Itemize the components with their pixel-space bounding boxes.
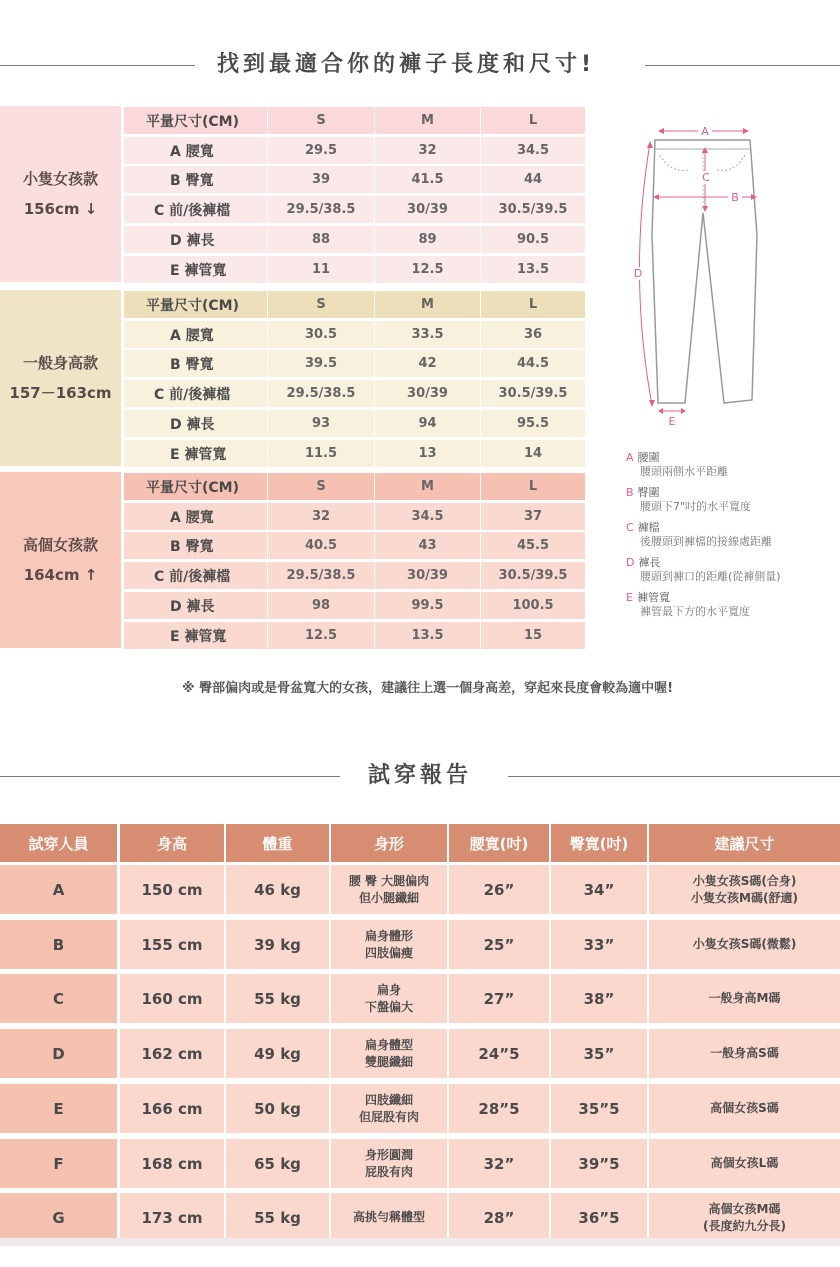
measure-label: A 腰寬 — [124, 321, 267, 348]
fit-note: ※ 臀部偏肉或是骨盆寬大的女孩，建議往上選一個身高差，穿起來長度會較為適中喔! — [181, 681, 674, 696]
measure-label: A 腰寬 — [124, 137, 267, 164]
header-size: S — [268, 291, 374, 318]
report-cell-waist: 28” — [449, 1193, 549, 1242]
report-cell-person: B — [0, 920, 117, 969]
report-header: 體重 — [226, 824, 329, 862]
diagram-label-e: E — [668, 415, 676, 428]
report-cell-line: 小隻女孩S碼(微鬆) — [692, 937, 797, 951]
measure-value: 29.5/38.5 — [268, 196, 374, 223]
measure-value: 30.5/39.5 — [481, 196, 585, 223]
legend-desc: 褲管最下方的水平寬度 — [640, 605, 750, 618]
report-cell-hip: 38” — [551, 974, 647, 1023]
report-title: 試穿報告 — [368, 763, 473, 788]
measure-value: 36 — [481, 321, 585, 348]
report-cell-person: E — [0, 1084, 117, 1133]
measure-value: 11 — [268, 256, 374, 283]
diagram-label-b: B — [731, 191, 739, 204]
measure-value: 29.5 — [268, 137, 374, 164]
report-cell-shape — [331, 1139, 447, 1188]
measure-label: C 前/後褲檔 — [124, 380, 267, 407]
measure-label: B 臀寬 — [124, 350, 267, 377]
measure-label: E 褲管寬 — [124, 256, 267, 283]
legend-key: E — [626, 591, 633, 604]
legend-key: C — [626, 521, 634, 534]
legend-key: D — [626, 556, 635, 569]
legend-item — [626, 451, 836, 479]
report-cell-shape — [331, 865, 447, 914]
measure-value: 44.5 — [481, 350, 585, 377]
measure-value: 88 — [268, 226, 374, 253]
header-size: M — [375, 473, 480, 500]
group-label — [0, 106, 121, 282]
report-cell-suggest — [649, 865, 840, 914]
report-cell-shape — [331, 920, 447, 969]
measure-label: E 褲管寬 — [124, 440, 267, 467]
measure-value: 33.5 — [375, 321, 480, 348]
report-cell-height: 162 cm — [120, 1029, 224, 1078]
measure-label: D 褲長 — [124, 592, 267, 619]
report-cell-line: 扁身體型 — [364, 1037, 413, 1052]
measure-value: 30.5 — [268, 321, 374, 348]
group-name: 一般身高款 — [22, 354, 98, 372]
measure-value: 29.5/38.5 — [268, 562, 374, 589]
report-cell-person: F — [0, 1139, 117, 1188]
report-cell-waist: 26” — [449, 865, 549, 914]
report-cell-line: 四肢纖細 — [364, 1092, 413, 1107]
report-cell-person: G — [0, 1193, 117, 1242]
group-height: 156cm ↓ — [23, 200, 98, 218]
report-cell-suggest — [649, 1193, 840, 1242]
report-cell-waist: 25” — [449, 920, 549, 969]
measure-value: 13.5 — [375, 622, 480, 649]
measure-value: 44 — [481, 166, 585, 193]
measure-value: 45.5 — [481, 532, 585, 559]
header-size: L — [481, 291, 585, 318]
report-cell-line: 高個女孩L碼 — [710, 1156, 779, 1170]
report-cell-height: 173 cm — [120, 1193, 224, 1242]
measure-value: 30.5/39.5 — [481, 380, 585, 407]
size-chart-title: 找到最適合你的褲子長度和尺寸! — [217, 52, 596, 77]
report-cell-suggest — [649, 1084, 840, 1133]
size-group-2 — [0, 290, 585, 467]
measure-value: 41.5 — [375, 166, 480, 193]
legend-desc: 後腰頭到褲檔的接線處距離 — [640, 535, 772, 548]
measure-value: 34.5 — [481, 137, 585, 164]
measure-value: 42 — [375, 350, 480, 377]
measure-value: 30/39 — [375, 196, 480, 223]
legend-item — [626, 486, 836, 514]
report-cell-weight: 49 kg — [226, 1029, 329, 1078]
report-header: 身形 — [331, 824, 447, 862]
report-cell-height: 168 cm — [120, 1139, 224, 1188]
divider-line — [0, 776, 340, 777]
report-cell-waist: 32” — [449, 1139, 549, 1188]
legend-name: 褲檔 — [637, 521, 660, 534]
measure-value: 43 — [375, 532, 480, 559]
header-size-label: 平量尺寸(CM) — [124, 291, 267, 318]
measure-value: 13.5 — [481, 256, 585, 283]
report-cell-weight: 55 kg — [226, 1193, 329, 1242]
group-name: 高個女孩款 — [22, 536, 98, 554]
legend-name: 腰圍 — [637, 451, 660, 464]
measure-label: C 前/後褲檔 — [124, 196, 267, 223]
group-name: 小隻女孩款 — [22, 170, 98, 188]
header-size: M — [375, 107, 480, 134]
measure-label: E 褲管寬 — [124, 622, 267, 649]
legend-item — [626, 556, 836, 584]
report-cell-suggest — [649, 974, 840, 1023]
report-cell-line: 小隻女孩S碼(合身) — [692, 873, 797, 888]
measure-value: 30/39 — [375, 562, 480, 589]
report-cell-line: 四肢偏瘦 — [364, 945, 413, 960]
table-shadow — [0, 1238, 840, 1246]
measure-value: 15 — [481, 622, 585, 649]
size-chart-title-row — [0, 50, 840, 80]
report-cell-line: 扁身體形 — [364, 928, 413, 943]
report-cell-line: 身形圓潤 — [364, 1147, 413, 1162]
measure-label: A 腰寬 — [124, 503, 267, 530]
report-cell-waist: 24”5 — [449, 1029, 549, 1078]
measure-value: 99.5 — [375, 592, 480, 619]
measure-value: 40.5 — [268, 532, 374, 559]
legend-name: 臀圍 — [637, 486, 660, 499]
measure-value: 95.5 — [481, 410, 585, 437]
header-size: L — [481, 473, 585, 500]
report-cell-height: 166 cm — [120, 1084, 224, 1133]
report-cell-line: 但屁股有肉 — [358, 1109, 419, 1124]
divider-line — [645, 65, 840, 66]
measure-label: D 褲長 — [124, 226, 267, 253]
report-header: 腰寬(吋) — [449, 824, 549, 862]
measure-value: 98 — [268, 592, 374, 619]
measure-value: 94 — [375, 410, 480, 437]
report-cell-hip: 35” — [551, 1029, 647, 1078]
measurement-legend — [626, 451, 836, 626]
legend-desc: 腰頭到褲口的距離(從褲側量) — [640, 570, 781, 583]
report-cell-person: A — [0, 865, 117, 914]
measure-value: 12.5 — [375, 256, 480, 283]
report-cell-weight: 50 kg — [226, 1084, 329, 1133]
divider-line — [0, 65, 195, 66]
measure-value: 39.5 — [268, 350, 374, 377]
report-cell-height: 160 cm — [120, 974, 224, 1023]
report-cell-suggest — [649, 1139, 840, 1188]
measure-value: 12.5 — [268, 622, 374, 649]
measure-value: 93 — [268, 410, 374, 437]
report-cell-height: 155 cm — [120, 920, 224, 969]
report-title-row — [0, 761, 840, 791]
legend-key: B — [626, 486, 634, 499]
report-cell-person: C — [0, 974, 117, 1023]
legend-item — [626, 521, 836, 549]
report-cell-suggest — [649, 920, 840, 969]
measure-value: 32 — [375, 137, 480, 164]
diagram-label-a: A — [701, 125, 709, 138]
legend-name: 褲長 — [638, 556, 661, 569]
report-cell-weight: 65 kg — [226, 1139, 329, 1188]
header-size: L — [481, 107, 585, 134]
group-label — [0, 290, 121, 466]
header-size: S — [268, 473, 374, 500]
measure-value: 14 — [481, 440, 585, 467]
report-cell-line: 屁股有肉 — [364, 1164, 413, 1179]
report-cell-line: 扁身 — [376, 982, 401, 997]
report-cell-hip: 34” — [551, 865, 647, 914]
report-cell-line: 雙腿纖細 — [364, 1054, 413, 1069]
measure-value: 29.5/38.5 — [268, 380, 374, 407]
pants-illustration — [600, 115, 840, 435]
header-size: S — [268, 107, 374, 134]
measure-value: 100.5 — [481, 592, 585, 619]
group-height: 164cm ↑ — [23, 566, 98, 584]
report-cell-shape — [331, 974, 447, 1023]
measure-value: 13 — [375, 440, 480, 467]
report-cell-line: 腰 臀 大腿偏肉 — [348, 873, 430, 888]
measure-value: 37 — [481, 503, 585, 530]
measure-value: 32 — [268, 503, 374, 530]
report-cell-line: 一般身高S碼 — [710, 1046, 779, 1060]
report-cell-suggest — [649, 1029, 840, 1078]
report-cell-weight: 39 kg — [226, 920, 329, 969]
report-cell-height: 150 cm — [120, 865, 224, 914]
diagram-label-d: D — [633, 267, 643, 280]
divider-line — [508, 776, 840, 777]
report-cell-line: 一般身高M碼 — [708, 991, 781, 1005]
report-cell-shape — [331, 1084, 447, 1133]
measure-value: 30.5/39.5 — [481, 562, 585, 589]
measure-label: B 臀寬 — [124, 532, 267, 559]
report-header: 試穿人員 — [0, 824, 117, 862]
report-cell-weight: 55 kg — [226, 974, 329, 1023]
report-cell-hip: 33” — [551, 920, 647, 969]
measure-value: 90.5 — [481, 226, 585, 253]
group-height: 157－163cm — [9, 384, 112, 402]
header-size-label: 平量尺寸(CM) — [124, 107, 267, 134]
report-header: 身高 — [120, 824, 224, 862]
report-cell-line: 下盤偏大 — [364, 999, 413, 1014]
measure-label: B 臀寬 — [124, 166, 267, 193]
measure-label: D 褲長 — [124, 410, 267, 437]
report-cell-line: (長度約九分長) — [703, 1218, 786, 1233]
legend-key: A — [626, 451, 634, 464]
measure-value: 11.5 — [268, 440, 374, 467]
group-label — [0, 472, 121, 648]
legend-desc: 腰頭兩側水平距離 — [640, 465, 728, 478]
report-cell-hip: 39”5 — [551, 1139, 647, 1188]
report-cell-line: 高個女孩M碼 — [708, 1201, 781, 1216]
report-cell-person: D — [0, 1029, 117, 1078]
report-header: 建議尺寸 — [649, 824, 840, 862]
measure-value: 34.5 — [375, 503, 480, 530]
measure-value: 39 — [268, 166, 374, 193]
report-cell-line: 小隻女孩M碼(舒適) — [691, 890, 798, 905]
report-cell-weight: 46 kg — [226, 865, 329, 914]
report-header: 臀寬(吋) — [551, 824, 647, 862]
diagram-label-c: C — [702, 171, 710, 184]
measure-label: C 前/後褲檔 — [124, 562, 267, 589]
report-cell-hip: 36”5 — [551, 1193, 647, 1242]
pants-diagram — [600, 115, 840, 435]
report-cell-shape — [331, 1193, 447, 1242]
legend-name: 褲管寬 — [636, 591, 670, 604]
header-size: M — [375, 291, 480, 318]
legend-item — [626, 591, 836, 619]
report-cell-hip: 35”5 — [551, 1084, 647, 1133]
header-size-label: 平量尺寸(CM) — [124, 473, 267, 500]
size-group-1 — [0, 106, 585, 283]
measure-value: 89 — [375, 226, 480, 253]
report-cell-waist: 27” — [449, 974, 549, 1023]
report-cell-waist: 28”5 — [449, 1084, 549, 1133]
legend-desc: 腰頭下7"吋的水平寬度 — [640, 500, 752, 513]
measure-value: 30/39 — [375, 380, 480, 407]
report-cell-line: 但小腿纖細 — [358, 890, 419, 905]
report-cell-line: 高挑勻稱體型 — [352, 1210, 425, 1224]
size-group-3 — [0, 472, 585, 649]
report-cell-shape — [331, 1029, 447, 1078]
report-cell-line: 高個女孩S碼 — [710, 1101, 779, 1115]
